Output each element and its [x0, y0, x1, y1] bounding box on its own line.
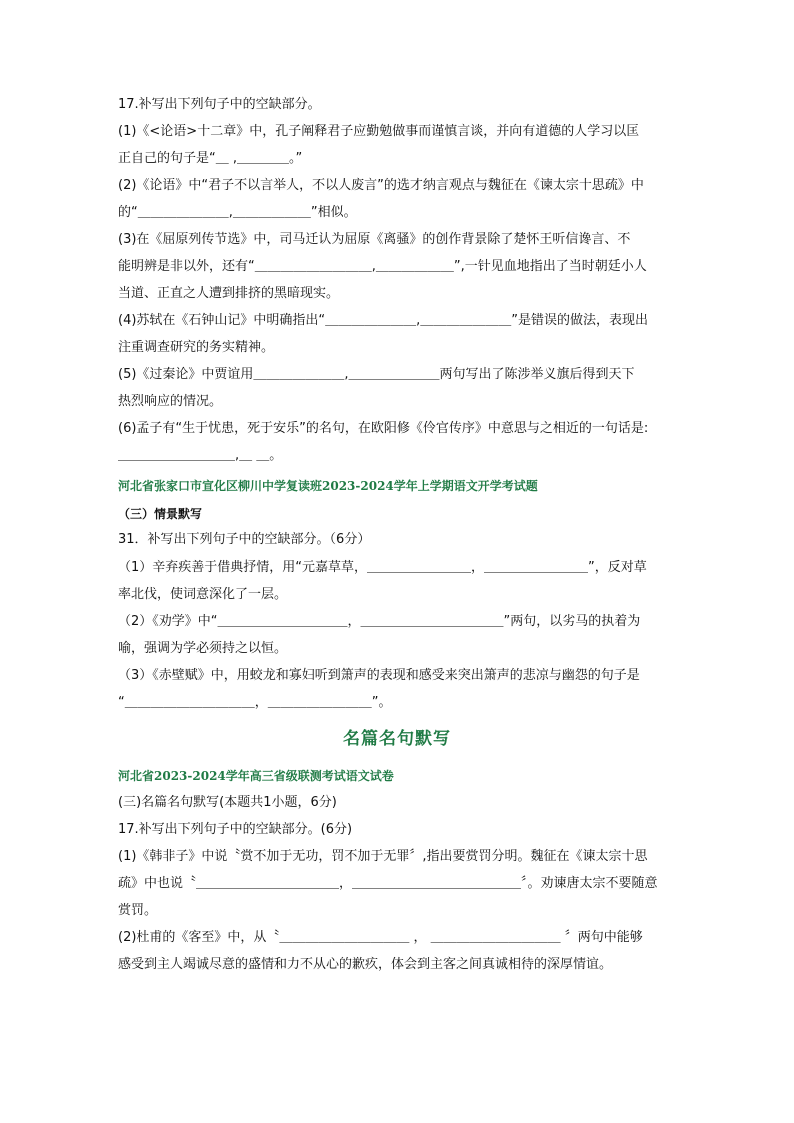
- section-title: 名篇名句默写: [343, 729, 451, 749]
- exam-source-heading: 河北省张家口市宣化区柳川中学复读班2023-2024学年上学期语文开学考试题: [118, 479, 538, 493]
- question-line: (2)《论语》中“君子不以言举人，不以人废言”的选才纳言观点与魏征在《谏太宗十思疏》中: [118, 178, 644, 193]
- question-line: 能明辨是非以外，还有“＿＿＿＿＿＿＿＿＿,＿＿＿＿＿＿”,一针见血地指出了当时朝廷小人: [118, 259, 647, 274]
- question-line: （2）《劝学》中“＿＿＿＿＿＿＿＿＿＿，＿＿＿＿＿＿＿＿＿＿＿”两句，以劣马的执着为: [118, 614, 641, 629]
- section-heading: (三)名篇名句默写(本题共1小题，6分): [118, 795, 337, 810]
- question-line: (1)《<论语>十二章》中，孔子阐释君子应勤勉做事而谨慎言谈，并向有道德的人学习以匡: [118, 124, 640, 139]
- exam-source-heading: 河北省2023-2024学年高三省级联测考试语文试卷: [118, 769, 394, 783]
- question-line: ＿＿＿＿＿＿＿＿＿,＿ ＿。: [118, 448, 283, 463]
- question-line: (6)孟子有“生于忧患，死于安乐”的名句，在欧阳修《伶官传序》中意思与之相近的一句话是:: [118, 421, 649, 436]
- question-31-title: 31．补写出下列句子中的空缺部分。（6分）: [118, 532, 371, 547]
- question-line: 疏》中也说〝＿＿＿＿＿＿＿＿＿＿＿，＿＿＿＿＿＿＿＿＿＿＿＿＿〞。劝谏唐太宗不要随意: [118, 876, 658, 891]
- question-17-title: 17.补写出下列句子中的空缺部分。: [118, 97, 321, 112]
- question-17-title: 17.补写出下列句子中的空缺部分。(6分): [118, 822, 353, 837]
- question-line: 感受到主人竭诚尽意的盛情和力不从心的歉疚，体会到主客之间真诚相待的深厚情谊。: [118, 957, 613, 972]
- question-line: 注重调查研究的务实精神。: [118, 340, 275, 355]
- question-line: 喻，强调为学必须持之以恒。: [118, 641, 288, 656]
- question-line: 率北伐，使词意深化了一层。: [118, 587, 288, 602]
- question-line: （1）辛弃疾善于借典抒情，用“元嘉草草，＿＿＿＿＿＿＿＿，＿＿＿＿＿＿＿＿”，反对草: [118, 560, 647, 575]
- question-line: （3）《赤壁赋》中，用蛟龙和寡妇听到箫声的表现和感受来突出箫声的悲凉与幽怨的句子是: [118, 668, 640, 683]
- question-line: 赏罚。: [118, 903, 158, 918]
- question-line: “＿＿＿＿＿＿＿＿＿＿，＿＿＿＿＿＿＿＿”。: [118, 695, 392, 710]
- question-line: 当道、正直之人遭到排挤的黑暗现实。: [118, 286, 340, 301]
- section-heading: （三）情景默写: [118, 507, 203, 521]
- question-line: (2)杜甫的《客至》中，从〝＿＿＿＿＿＿＿＿＿＿ ， ＿＿＿＿＿＿＿＿＿＿ 〞两句中能够: [118, 930, 643, 945]
- question-line: 的“＿＿＿＿＿＿＿,＿＿＿＿＿＿”相似。: [118, 205, 357, 220]
- question-line: (4)苏轼在《石钟山记》中明确指出“＿＿＿＿＿＿＿,＿＿＿＿＿＿＿”是错误的做法，表现出: [118, 313, 649, 328]
- question-line: (5)《过秦论》中贾谊用＿＿＿＿＿＿＿,＿＿＿＿＿＿＿两句写出了陈涉举义旗后得到天下: [118, 367, 635, 382]
- question-line: 正自己的句子是“＿ ,＿＿＿＿。”: [118, 151, 303, 166]
- question-line: (1)《韩非子》中说〝赏不加于无功，罚不加于无罪〞,指出要赏罚分明。魏征在《谏太宗十思: [118, 849, 648, 864]
- question-line: 热烈响应的情况。: [118, 394, 223, 409]
- question-line: (3)在《屈原列传节选》中，司马迁认为屈原《离骚》的创作背景除了楚怀王听信谗言、不: [118, 232, 631, 247]
